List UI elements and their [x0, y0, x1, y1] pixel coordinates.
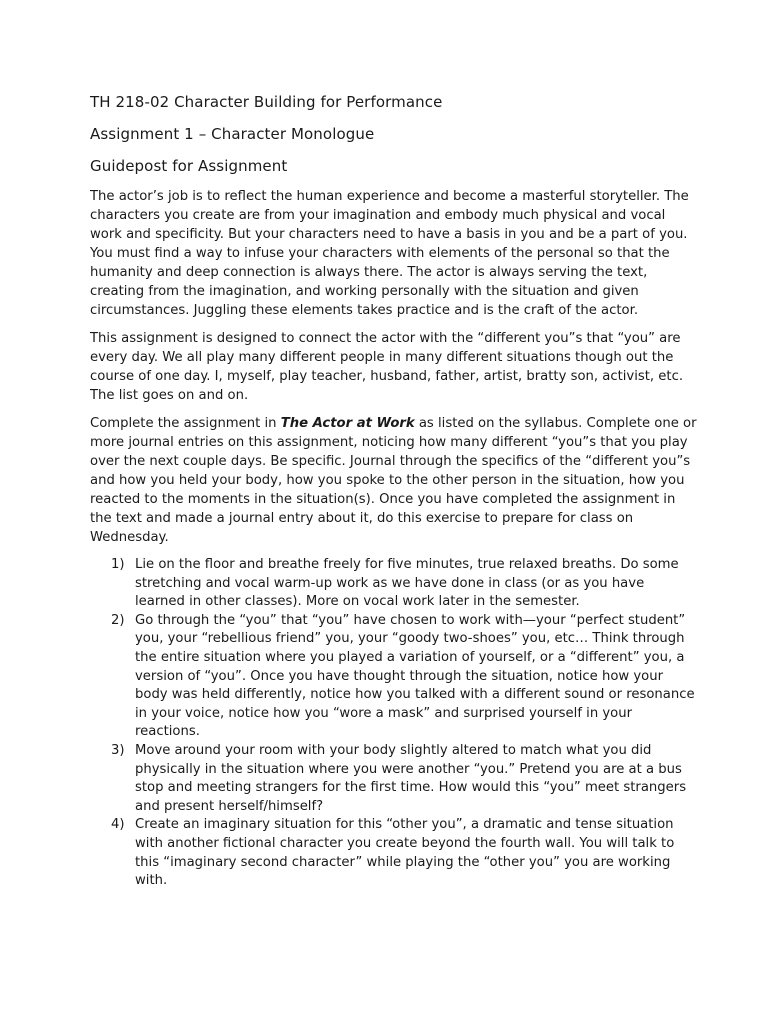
list-item [90, 556, 698, 612]
step-number: 3) [111, 742, 125, 758]
step-text: Move around your room with your body slightly altered to match what you did physically in the situation where you were another “you.” Pretend you are at a bus stop and meeting strangers for the first time. How would this “you” meet strangers and present herself/himself? [135, 742, 687, 814]
step-number: 1) [111, 557, 125, 572]
list-item [90, 612, 698, 742]
step-text: Lie on the floor and breathe freely for five minutes, true relaxed breaths. Do some stretching and vocal warm-up work as we have done in class (or as you have learned in other classes). More on vocal work later in the semester. [135, 557, 679, 610]
instructions-text-after: as listed on the syllabus. Complete one or more journal entries on this assignment, noticing how many different “you”s that you play over the next couple days. Be specific. Journal through the specifics of the “different you”s and how you held your body, how you spoke to the other person in the situation, how you reacted to the moments in the situation(s). Once you have completed the assignment in the text and made a journal entry about it, do this exercise to prepare for class on Wednesday. [90, 416, 697, 545]
assignment-title: Assignment 1 – Character Monologue [90, 125, 375, 143]
list-item [90, 742, 698, 816]
course-title: TH 218-02 Character Building for Performance [90, 93, 443, 111]
list-item [90, 816, 698, 890]
exercise-steps-list [90, 556, 698, 891]
intro-paragraph: The actor’s job is to reflect the human experience and become a masterful storyteller. The characters you create are from your imagination and embody much physical and vocal work and specificity. But your characters need to have a basis in you and be a part of you. You must find a way to infuse your characters with elements of the personal so that the humanity and deep connection is always there. The actor is always serving the text, creating from the imagination, and working personally with the situation and given circumstances. Juggling these elements takes practice and is the craft of the actor. [90, 189, 689, 318]
step-text: Create an imaginary situation for this “other you”, a dramatic and tense situation with another fictional character you create beyond the fourth wall. You will talk to this “imaginary second character” while playing the “other you” you are working with. [135, 817, 675, 889]
step-text: Go through the “you” that “you” have chosen to work with—your “perfect student” you, your “rebellious friend” you, your “goody two-shoes” you, etc… Think through the entire situation where you played a variation of yourself, or a “different” you, a version of “you”. Once you have thought through the situation, notice how your body was held differently, notice how you talked with a different sound or resonance in your voice, notice how you “wore a mask” and surprised yourself in your reactions. [135, 612, 695, 740]
instructions-text-before: Complete the assignment in [90, 416, 281, 431]
assignment-paragraph: This assignment is designed to connect the actor with the “different you”s that “you” are every day. We all play many different people in many different situations though out the course of one day. I, myself, play teacher, husband, father, artist, bratty son, activist, etc. The list goes on and on. [90, 331, 684, 403]
step-number: 4) [111, 817, 125, 833]
instructions-paragraph [90, 414, 698, 547]
section-title: Guidepost for Assignment [90, 157, 288, 175]
step-number: 2) [111, 612, 125, 628]
book-title: The Actor at Work [280, 416, 415, 431]
